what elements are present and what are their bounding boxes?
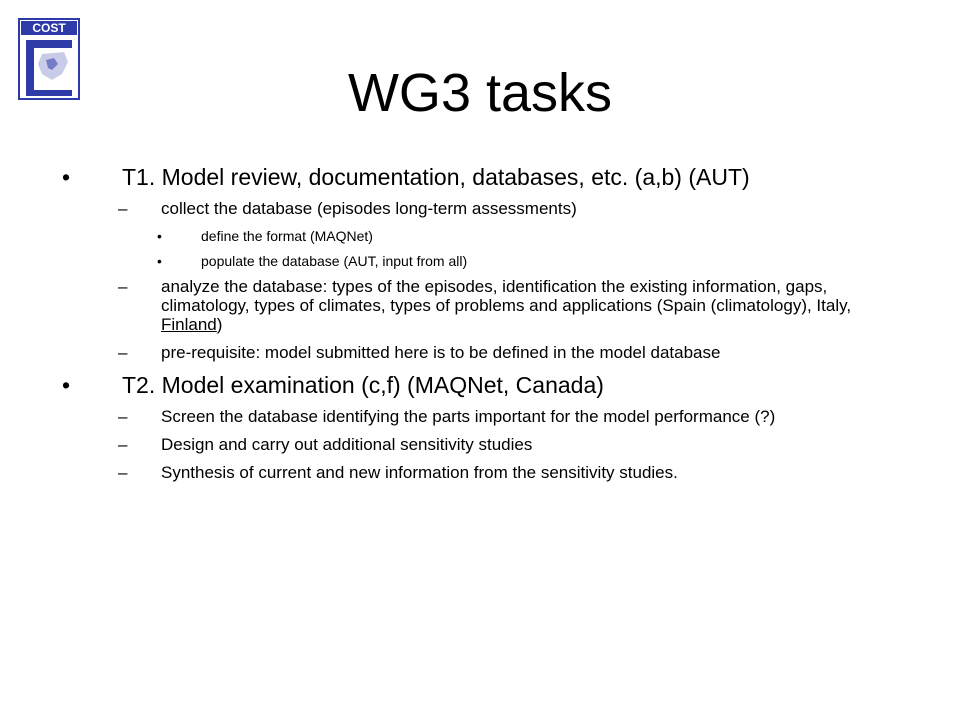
dash-mark: – [118,343,128,362]
t1-sub-analyze-text-end: ) [216,315,223,334]
dash-mark: – [118,435,128,454]
dash-mark: – [118,407,128,426]
cost-logo-text: COST [32,21,66,35]
t1-sub-prerequisite-text: pre-requisite: model submitted here is to be defined in the model database [161,343,721,362]
t1-sub-collect [0,199,960,218]
t1-subsub-populate-text: populate the database (AUT, input from all) [201,253,468,269]
t1-sub-prerequisite [0,343,960,362]
t2-sub-synthesis-text: Synthesis of current and new information from the sensitivity studies. [161,463,678,482]
bullet-mark: • [157,253,162,269]
dash-mark: – [118,277,128,296]
t2-sub-screen-text: Screen the database identifying the parts important for the model performance (?) [161,407,776,426]
dash-mark: – [118,463,128,482]
t1-subsub-format-text: define the format (MAQNet) [201,228,373,244]
slide-content [0,163,960,491]
t2-sub-synthesis [0,463,960,482]
t1-sub-collect-text: collect the database (episodes long-term assessments) [161,199,577,218]
bullet-t2-text: T2. Model examination (c,f) (MAQNet, Canada) [122,372,604,398]
slide-title: WG3 tasks [347,63,613,123]
bullet-t1 [0,163,960,191]
bullet-t1-text: T1. Model review, documentation, databases, etc. (a,b) (AUT) [122,164,750,190]
t2-sub-design-text: Design and carry out additional sensitivity studies [161,435,533,454]
finland-link[interactable]: Finland [161,315,217,334]
t1-subsub-format [0,227,960,245]
t1-subsub-populate [0,252,960,270]
bullet-mark: • [157,228,162,244]
t1-sub-analyze [0,277,960,334]
t2-sub-screen [0,407,960,426]
bullet-t2 [0,371,960,399]
bullet-mark: • [62,164,71,190]
bullet-mark: • [62,372,71,398]
t1-sub-analyze-text: analyze the database: types of the episodes, identification the existing information, gaps, climatology, types of climates, types of problems and applications (Spain (climatology), Italy, [161,277,852,315]
t2-sub-design [0,435,960,454]
dash-mark: – [118,199,128,218]
